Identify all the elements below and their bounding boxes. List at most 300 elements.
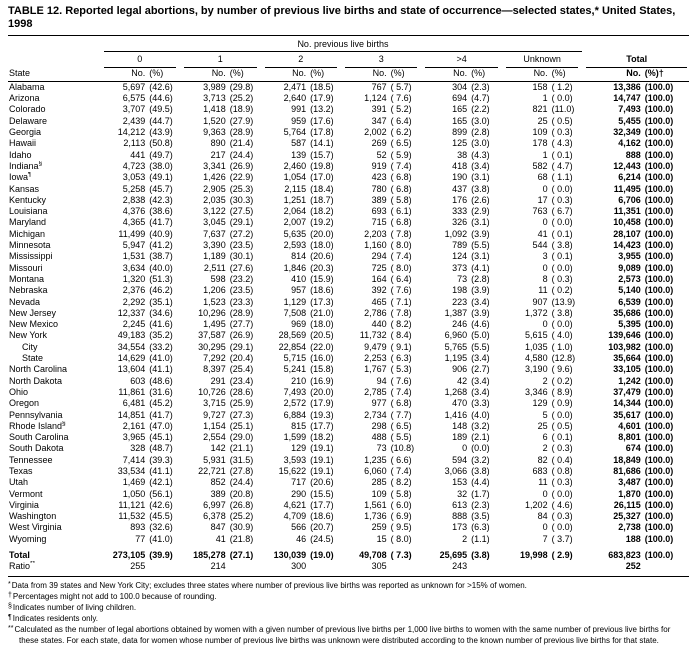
cell-count: 1,418 [203, 104, 226, 115]
cell-count: 1,124 [364, 93, 387, 104]
cell-percent: ( 4.7) [551, 160, 573, 171]
row-state-label: South Carolina [9, 432, 69, 443]
cell-count: 893 [130, 522, 146, 533]
cell-percent: ( 9.5) [390, 522, 412, 533]
group-label-0: 0 [104, 54, 176, 67]
table-title: TABLE 12. Reported legal abortions, by number of previous live births and state of occurrence—selected states,* United States, 1998 [8, 5, 676, 30]
cell-count: 815 [291, 420, 307, 431]
row-state-label: Wyoming [9, 533, 47, 544]
cell-count: 11,121 [118, 499, 146, 510]
table-row [8, 443, 689, 454]
cell-percent: (100.0) [644, 217, 674, 228]
cell-percent: (30.1) [229, 251, 254, 262]
cell-count: 1,426 [203, 172, 226, 183]
cell-count: 17 [537, 194, 548, 205]
cell-count: 613 [452, 499, 468, 510]
cell-count: 717 [291, 477, 307, 488]
footnote-marker: * [8, 580, 11, 588]
cell-count: 1,561 [364, 499, 387, 510]
cell-count: 15 [376, 533, 387, 544]
cell-count: 3,341 [203, 160, 226, 171]
cell-count: 14,423 [613, 240, 641, 251]
cell-count: 9,363 [203, 127, 226, 138]
cell-count: 294 [371, 251, 387, 262]
cell-count: 2 [542, 375, 548, 386]
cell-percent: (19.1) [310, 443, 334, 454]
cell-percent: ( 0.9) [551, 398, 573, 409]
cell-percent: (10.8) [390, 443, 415, 454]
cell-percent: (100.0) [644, 465, 674, 476]
cell-percent: (100.0) [644, 511, 674, 522]
table-row [8, 104, 689, 115]
cell-count: 153 [452, 477, 468, 488]
cell-percent: ( 0.5) [551, 115, 573, 126]
cell-percent: (45.1) [149, 432, 173, 443]
cell-percent: (20.7) [310, 522, 334, 533]
cell-count: 0 [542, 522, 548, 533]
cell-count: 465 [371, 296, 387, 307]
cell-percent: ( 1.2) [551, 81, 573, 92]
cell-count: 821 [532, 104, 548, 115]
cell-percent: (31.5) [229, 454, 254, 465]
cell-percent: (2.8) [471, 273, 490, 284]
cell-percent: ( 1.0) [551, 341, 573, 352]
cell-count: 22,854 [278, 341, 307, 352]
cell-percent: ( 7.6) [390, 285, 412, 296]
cell-percent: ( 0.1) [551, 432, 573, 443]
cell-count: 185,278 [193, 550, 226, 561]
cell-percent: (18.2) [310, 432, 334, 443]
cell-count: 35,617 [613, 409, 641, 420]
row-state-label: Ohio [9, 386, 29, 397]
cell-percent: (25.2) [229, 511, 254, 522]
cell-percent: ( 5.8) [390, 194, 412, 205]
cell-count: 5,765 [444, 341, 468, 352]
cell-count: 9,727 [203, 409, 226, 420]
cell-percent: (5.0) [471, 330, 490, 341]
cell-percent: (3.4) [471, 296, 490, 307]
cell-count: 544 [532, 240, 548, 251]
cell-percent: (17.9) [310, 398, 334, 409]
cell-count: 6,997 [203, 499, 226, 510]
cell-percent: ( 0.0) [551, 93, 573, 104]
cell-count: 418 [452, 160, 468, 171]
row-state-label: Oregon [9, 398, 40, 409]
cell-percent: (27.8) [229, 465, 254, 476]
cell-percent: (2.8) [471, 127, 490, 138]
cell-count: 3,190 [525, 364, 548, 375]
cell-count: 423 [371, 172, 387, 183]
cell-percent: (23.5) [229, 240, 254, 251]
cell-percent: (42.6) [149, 499, 173, 510]
cell-percent: (24.5) [310, 533, 334, 544]
cell-count: 165 [452, 104, 468, 115]
cell-count: 969 [291, 319, 307, 330]
cell-percent: (44.7) [149, 115, 173, 126]
table-row [8, 489, 689, 500]
row-state-label: New York [9, 330, 48, 341]
group-header-0 [102, 52, 182, 67]
cell-count: 5,258 [122, 183, 146, 194]
table-row [8, 93, 689, 104]
cell-percent: ( 7.6) [390, 375, 412, 386]
cell-percent: (3.4) [471, 375, 490, 386]
cell-percent: ( 6.6) [390, 454, 412, 465]
cell-count: 11,351 [613, 206, 641, 217]
cell-percent: (17.8) [310, 127, 334, 138]
row-state-label: West Virginia [9, 522, 62, 533]
cell-percent: (4.4) [471, 477, 490, 488]
cell-percent: ( 5.2) [390, 104, 412, 115]
cell-percent: (41.6) [149, 319, 173, 330]
cell-percent: (100.0) [644, 93, 674, 104]
cell-percent: (3.3) [471, 398, 490, 409]
group-header-ge4 [423, 52, 503, 67]
cell-percent: (100.0) [644, 240, 674, 251]
cell-percent: (100.0) [644, 194, 674, 205]
cell-percent: (2.7) [471, 364, 490, 375]
cell-percent: (5.5) [471, 341, 490, 352]
cell-count: 285 [371, 477, 387, 488]
cell-percent: (3.4) [471, 160, 490, 171]
footnote [8, 581, 689, 592]
cell-percent: ( 8.4) [390, 330, 412, 341]
cell-count: 28,569 [278, 330, 307, 341]
cell-percent: (3.2) [471, 454, 490, 465]
cell-count: 847 [210, 522, 226, 533]
cell-percent: (34.6) [149, 307, 173, 318]
cell-count: 81,686 [613, 465, 641, 476]
row-state-label: Tennessee [9, 454, 53, 465]
cell-percent: (23.5) [229, 285, 254, 296]
cell-percent: (18.0) [310, 240, 334, 251]
cell-count: 35,664 [613, 353, 641, 364]
table-row [8, 522, 689, 533]
cell-percent: (12.8) [551, 353, 576, 364]
pct-column-header: (%) [226, 68, 263, 82]
row-state-label: Alabama [9, 81, 45, 92]
cell-count: 2,292 [122, 296, 146, 307]
cell-count: 291 [210, 375, 226, 386]
table-row [8, 500, 689, 511]
cell-count: 15,622 [278, 465, 307, 476]
cell-count: 1,035 [525, 341, 548, 352]
footnote [8, 625, 689, 646]
cell-percent: ( 6.1) [390, 206, 412, 217]
cell-count: 3,713 [203, 93, 226, 104]
cell-count: 2,113 [123, 138, 146, 149]
cell-percent: (18.6) [310, 511, 334, 522]
cell-count: 392 [371, 285, 387, 296]
cell-count: 2,786 [364, 307, 387, 318]
cell-percent: (41.7) [149, 217, 173, 228]
cell-count: 1,242 [618, 375, 641, 386]
row-state-label: City [22, 341, 38, 352]
cell-percent: (20.4) [229, 353, 254, 364]
cell-percent: (18.2) [310, 206, 334, 217]
cell-count: 1,129 [283, 296, 307, 307]
cell-count: 8 [542, 273, 548, 284]
cell-count: 18,849 [613, 454, 641, 465]
cell-count: 5,140 [618, 285, 641, 296]
cell-percent: ( 8.2) [390, 477, 412, 488]
row-state-label: State [22, 353, 44, 364]
cell-count: 125 [452, 138, 468, 149]
cell-count: 124 [452, 251, 468, 262]
cell-count: 7,637 [203, 228, 226, 239]
cell-count: 1,251 [283, 194, 307, 205]
cell-percent: (1.7) [471, 488, 490, 499]
cell-count: 1,195 [444, 353, 468, 364]
cell-count: 10,458 [613, 217, 641, 228]
table-row [8, 161, 689, 172]
cell-percent: ( 8.2) [390, 319, 412, 330]
row-state-label: North Dakota [9, 375, 63, 386]
cell-count: 3,066 [444, 465, 468, 476]
cell-percent: (29.1) [229, 341, 254, 352]
cell-percent: (19.2) [310, 217, 334, 228]
cell-percent: ( 0.8) [551, 465, 573, 476]
cell-percent: (35.2) [149, 330, 173, 341]
cell-percent [306, 561, 343, 572]
cell-percent: ( 8.9) [551, 386, 573, 397]
cell-count: 919 [371, 160, 387, 171]
cell-percent: (45.5) [149, 511, 173, 522]
cell-percent: (3.1) [471, 251, 490, 262]
cell-percent: (100.0) [644, 550, 674, 561]
cell-count: 25 [537, 420, 548, 431]
footnote-text: Data from 39 states and New York City; excludes three states where number of previous live births was reported as unknown for >15% of women. [11, 580, 527, 590]
cell-count: 25 [537, 115, 548, 126]
row-state-label: Colorado [9, 104, 46, 115]
cell-percent: (42.6) [149, 81, 173, 92]
row-state-label: New Jersey [9, 307, 57, 318]
cell-count: 30,295 [198, 341, 226, 352]
cell-count: 7,508 [283, 307, 307, 318]
cell-percent: (49.5) [149, 104, 173, 115]
cell-count: 391 [371, 104, 387, 115]
cell-count: 25,327 [613, 511, 641, 522]
cell-count: 243 [452, 561, 468, 572]
cell-count: 73 [376, 443, 387, 454]
cell-percent: (100.0) [644, 375, 674, 386]
pct-column-header: (%) [548, 68, 585, 82]
cell-percent: (25.2) [229, 93, 254, 104]
cell-percent: (3.1) [471, 172, 490, 183]
cell-percent: ( 9.6) [551, 364, 573, 375]
cell-count: 2,785 [364, 386, 387, 397]
cell-count: 1,268 [444, 386, 468, 397]
cell-count: 26,115 [613, 499, 641, 510]
cell-count: 959 [291, 115, 307, 126]
table-row [8, 545, 689, 561]
cell-count: 6,214 [618, 172, 641, 183]
pct-column-header: (%) [387, 68, 424, 82]
cell-percent: (28.6) [229, 386, 254, 397]
table-row [8, 477, 689, 488]
cell-count: 410 [291, 273, 307, 284]
cell-count: 441 [130, 149, 146, 160]
cell-percent: (21.0) [310, 307, 334, 318]
cell-percent: (100.0) [644, 533, 674, 544]
table-row [8, 432, 689, 443]
cell-count: 3,707 [122, 104, 146, 115]
cell-percent: ( 7.6) [390, 93, 412, 104]
cell-count: 148 [452, 420, 468, 431]
cell-percent: ( 7.1) [390, 296, 412, 307]
table-row [8, 398, 689, 409]
group-label-unknown: Unknown [506, 54, 578, 67]
cell-percent: (2.3) [471, 81, 490, 92]
cell-count: 598 [210, 273, 226, 284]
cell-percent: ( 7.3) [390, 550, 412, 561]
cell-count: 1,189 [203, 251, 226, 262]
cell-count: 84 [537, 511, 548, 522]
cell-percent: (29.8) [229, 81, 254, 92]
cell-count: 4,621 [283, 499, 307, 510]
cell-count: 1,320 [122, 273, 146, 284]
cell-percent: ( 6.3) [390, 353, 412, 364]
cell-count: 957 [291, 285, 307, 296]
cell-percent: ( 4.3) [551, 138, 573, 149]
cell-percent: (19.8) [310, 160, 334, 171]
cell-percent: (29.0) [229, 432, 254, 443]
cell-count: 2 [462, 533, 468, 544]
cell-percent: (20.6) [310, 477, 334, 488]
cell-percent: ( 5.3) [390, 364, 412, 375]
table-row [8, 229, 689, 240]
cell-percent: (38.0) [149, 160, 173, 171]
cell-count: 4,723 [122, 160, 146, 171]
cell-count: 763 [532, 206, 548, 217]
cell-percent: (100.0) [644, 115, 674, 126]
cell-percent: ( 9.1) [390, 341, 412, 352]
cell-percent: (100.0) [644, 443, 674, 454]
cell-percent: (3.9) [471, 307, 490, 318]
cell-percent: (22.9) [229, 172, 254, 183]
cell-count: 674 [625, 443, 641, 454]
cell-count: 11,499 [118, 228, 146, 239]
cell-count: 129 [291, 443, 307, 454]
cell-count: 158 [532, 81, 548, 92]
cell-count: 1,416 [444, 409, 468, 420]
cell-percent: (26.9) [229, 160, 254, 171]
no-column-header: No. [263, 68, 307, 82]
cell-percent: (39.9) [149, 550, 173, 561]
cell-count: 2,572 [283, 398, 307, 409]
cell-percent: ( 7.7) [390, 409, 412, 420]
cell-percent: (40.9) [149, 228, 173, 239]
cell-count: 603 [130, 375, 146, 386]
cell-count: 906 [452, 364, 468, 375]
pct-column-header: (%) [145, 68, 182, 82]
cell-percent: (41.7) [149, 409, 173, 420]
cell-count: 1,495 [203, 319, 226, 330]
cell-percent: ( 6.5) [390, 420, 412, 431]
cell-count: 4,365 [122, 217, 146, 228]
cell-count: 899 [452, 127, 468, 138]
cell-count: 1,846 [283, 262, 307, 273]
cell-percent: ( 7.4) [390, 160, 412, 171]
cell-count: 8,801 [618, 432, 641, 443]
cell-count: 2,573 [618, 273, 641, 284]
cell-count: 188 [625, 533, 641, 544]
cell-count: 2,734 [364, 409, 387, 420]
cell-count: 103,982 [608, 341, 641, 352]
cell-percent: (27.7) [229, 319, 254, 330]
cell-percent: (18.7) [310, 194, 334, 205]
table-row [8, 511, 689, 522]
cell-count: 0 [542, 217, 548, 228]
cell-count: 8,397 [203, 364, 226, 375]
cell-count: 252 [625, 561, 641, 572]
cell-count: 94 [376, 375, 387, 386]
previous-live-births-span-header [102, 36, 585, 53]
group-label-1: 1 [184, 54, 256, 67]
cell-percent: (100.0) [644, 307, 674, 318]
row-state-label: Arizona [9, 93, 40, 104]
cell-count: 129 [532, 398, 548, 409]
cell-count: 2,460 [283, 160, 307, 171]
cell-percent: (25.3) [229, 183, 254, 194]
cell-percent: (100.0) [644, 319, 674, 330]
cell-count: 255 [130, 561, 146, 572]
row-state-label: Utah [9, 477, 29, 488]
cell-percent: (41.1) [149, 364, 173, 375]
cell-percent: (33.2) [149, 341, 173, 352]
row-state-label: Texas [9, 465, 33, 476]
cell-percent: ( 5.7) [390, 81, 412, 92]
cell-count: 725 [371, 262, 387, 273]
no-column-header: No. [343, 68, 387, 82]
cell-percent: (26.9) [229, 330, 254, 341]
cell-percent: (19.1) [310, 465, 334, 476]
table-row [8, 387, 689, 398]
cell-percent: (3.4) [471, 386, 490, 397]
cell-count: 2 [542, 443, 548, 454]
cell-count: 1,372 [525, 307, 548, 318]
no-column-header: No. [504, 68, 548, 82]
cell-count: 6,884 [283, 409, 307, 420]
cell-count: 1,206 [203, 285, 226, 296]
cell-count: 566 [291, 522, 307, 533]
cell-percent [387, 561, 424, 572]
cell-count: 165 [452, 115, 468, 126]
cell-count: 9,479 [364, 341, 387, 352]
cell-percent: (100.0) [644, 409, 674, 420]
cell-percent: ( 7.8) [390, 307, 412, 318]
cell-count: 13,604 [117, 364, 146, 375]
cell-count: 32,349 [613, 127, 641, 138]
row-state-label: Louisiana [9, 206, 48, 217]
cell-count: 2,035 [203, 194, 226, 205]
cell-count: 37,587 [198, 330, 226, 341]
cell-count: 173 [452, 522, 468, 533]
cell-count: 5,615 [525, 330, 548, 341]
group-label-2: 2 [265, 54, 337, 67]
cell-count: 190 [452, 172, 468, 183]
cell-percent: (100.0) [644, 81, 674, 92]
cell-count: 12,443 [613, 160, 641, 171]
cell-percent: (23.3) [229, 296, 254, 307]
cell-count: 14,747 [613, 93, 641, 104]
cell-count: 5,715 [283, 353, 307, 364]
cell-count: 326 [452, 217, 468, 228]
group-label-ge4: >4 [425, 54, 497, 67]
cell-percent: (100.0) [644, 160, 674, 171]
cell-percent: (42.1) [149, 477, 173, 488]
cell-count: 14,851 [117, 409, 146, 420]
